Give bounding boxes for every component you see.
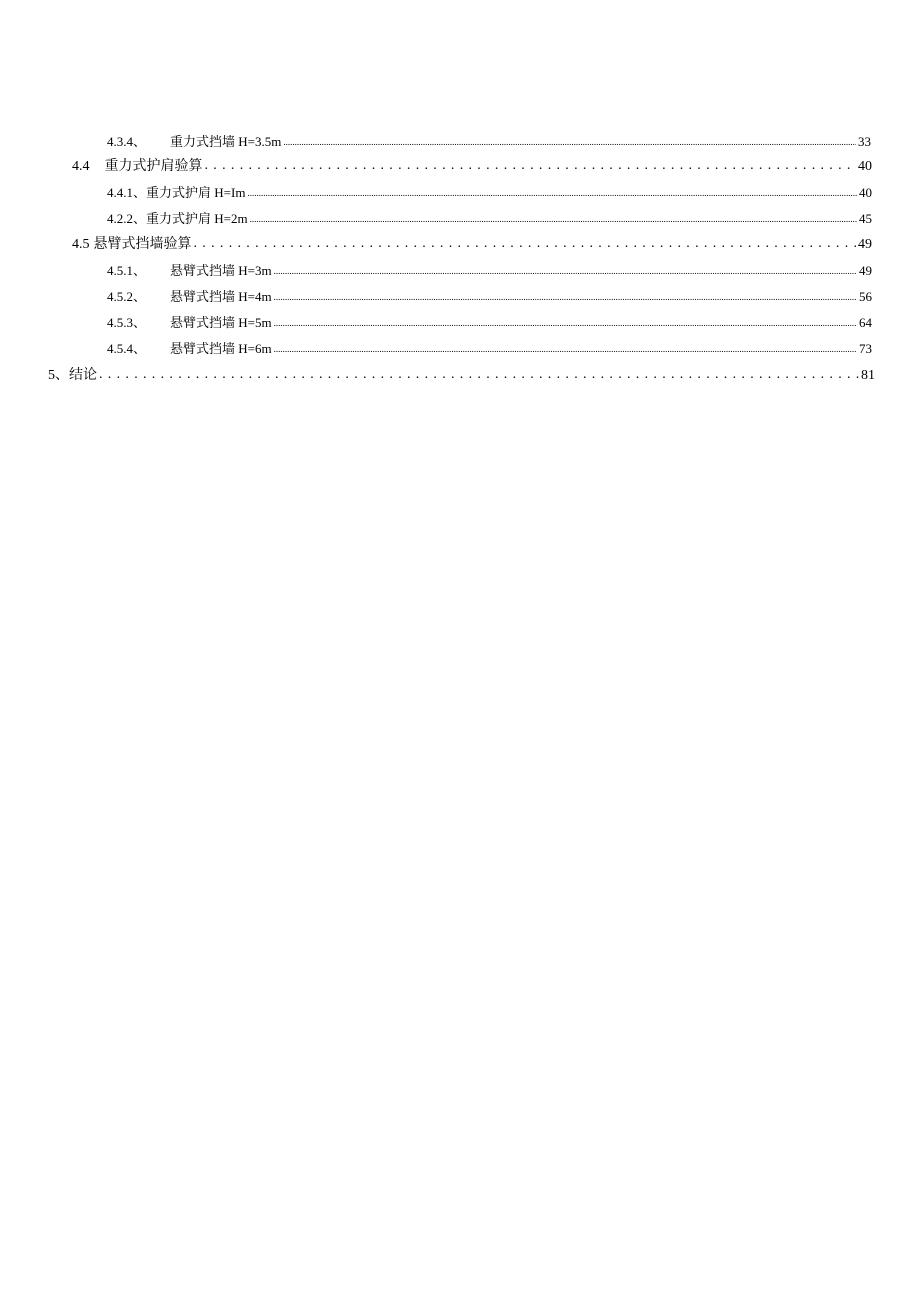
toc-entry-title: 重力式挡墙 H=3.5m bbox=[170, 134, 282, 149]
toc-entry-page: 81 bbox=[861, 368, 875, 383]
dot-leader bbox=[250, 208, 857, 229]
dot-leader bbox=[274, 338, 857, 359]
dot-leader bbox=[247, 182, 857, 203]
toc-entry-title: 悬臂式挡墙 H=4m bbox=[170, 289, 272, 304]
dot-leader bbox=[99, 365, 859, 385]
toc-entry-number: 4.4.1、 bbox=[107, 185, 147, 200]
dot-leader bbox=[283, 131, 856, 152]
toc-entry-number: 4.5.2、 bbox=[107, 289, 147, 304]
toc-entry-number: 4.5.4、 bbox=[107, 341, 147, 356]
dot-leader bbox=[274, 312, 857, 333]
toc-entry-title: 重力式护肩 H=2m bbox=[146, 211, 248, 226]
toc-entry-number: 4.5 bbox=[72, 237, 90, 252]
toc-entry-title: 重力式护肩验算 bbox=[104, 159, 203, 174]
toc-entry-page: 45 bbox=[859, 211, 872, 226]
toc-entry[interactable] bbox=[107, 261, 872, 281]
toc-entry-title: 重力式护肩 H=Im bbox=[146, 185, 246, 200]
toc-entry-page: 33 bbox=[858, 134, 871, 149]
toc-entry[interactable] bbox=[107, 183, 872, 203]
dot-leader bbox=[274, 260, 857, 281]
toc-entry-page: 73 bbox=[859, 341, 872, 356]
toc-entry-page: 40 bbox=[859, 185, 872, 200]
toc-entry-page: 64 bbox=[859, 315, 872, 330]
toc-entry-title: 悬臂式挡墙 H=3m bbox=[170, 263, 272, 278]
toc-entry-number: 4.4 bbox=[72, 159, 90, 174]
toc-entry[interactable] bbox=[48, 366, 875, 386]
toc-entry-page: 56 bbox=[859, 289, 872, 304]
toc-entry-number: 5、 bbox=[48, 368, 69, 383]
toc-entry-title: 结论 bbox=[69, 368, 97, 383]
dot-leader bbox=[194, 234, 857, 254]
toc-entry-number: 4.5.1、 bbox=[107, 263, 147, 278]
dot-leader bbox=[274, 286, 857, 307]
toc-entry-number: 4.5.3、 bbox=[107, 315, 147, 330]
toc-entry[interactable] bbox=[107, 339, 872, 359]
toc-entry[interactable] bbox=[72, 235, 872, 255]
toc-entry-page: 40 bbox=[858, 159, 872, 174]
toc-entry[interactable] bbox=[72, 157, 872, 177]
dot-leader bbox=[205, 156, 857, 176]
toc-entry-number: 4.2.2、 bbox=[107, 211, 147, 226]
toc-entry[interactable] bbox=[107, 209, 872, 229]
toc-entry-page: 49 bbox=[858, 237, 872, 252]
toc-entry[interactable] bbox=[107, 132, 871, 152]
toc-entry-title: 悬臂式挡墙 H=5m bbox=[170, 315, 272, 330]
toc-entry[interactable] bbox=[107, 313, 872, 333]
toc-entry-number: 4.3.4、 bbox=[107, 134, 147, 149]
toc-entry-title: 悬臂式挡墙验算 bbox=[93, 237, 192, 252]
toc-entry-title: 悬臂式挡墙 H=6m bbox=[170, 341, 272, 356]
toc-entry[interactable] bbox=[107, 287, 872, 307]
toc-entry-page: 49 bbox=[859, 263, 872, 278]
